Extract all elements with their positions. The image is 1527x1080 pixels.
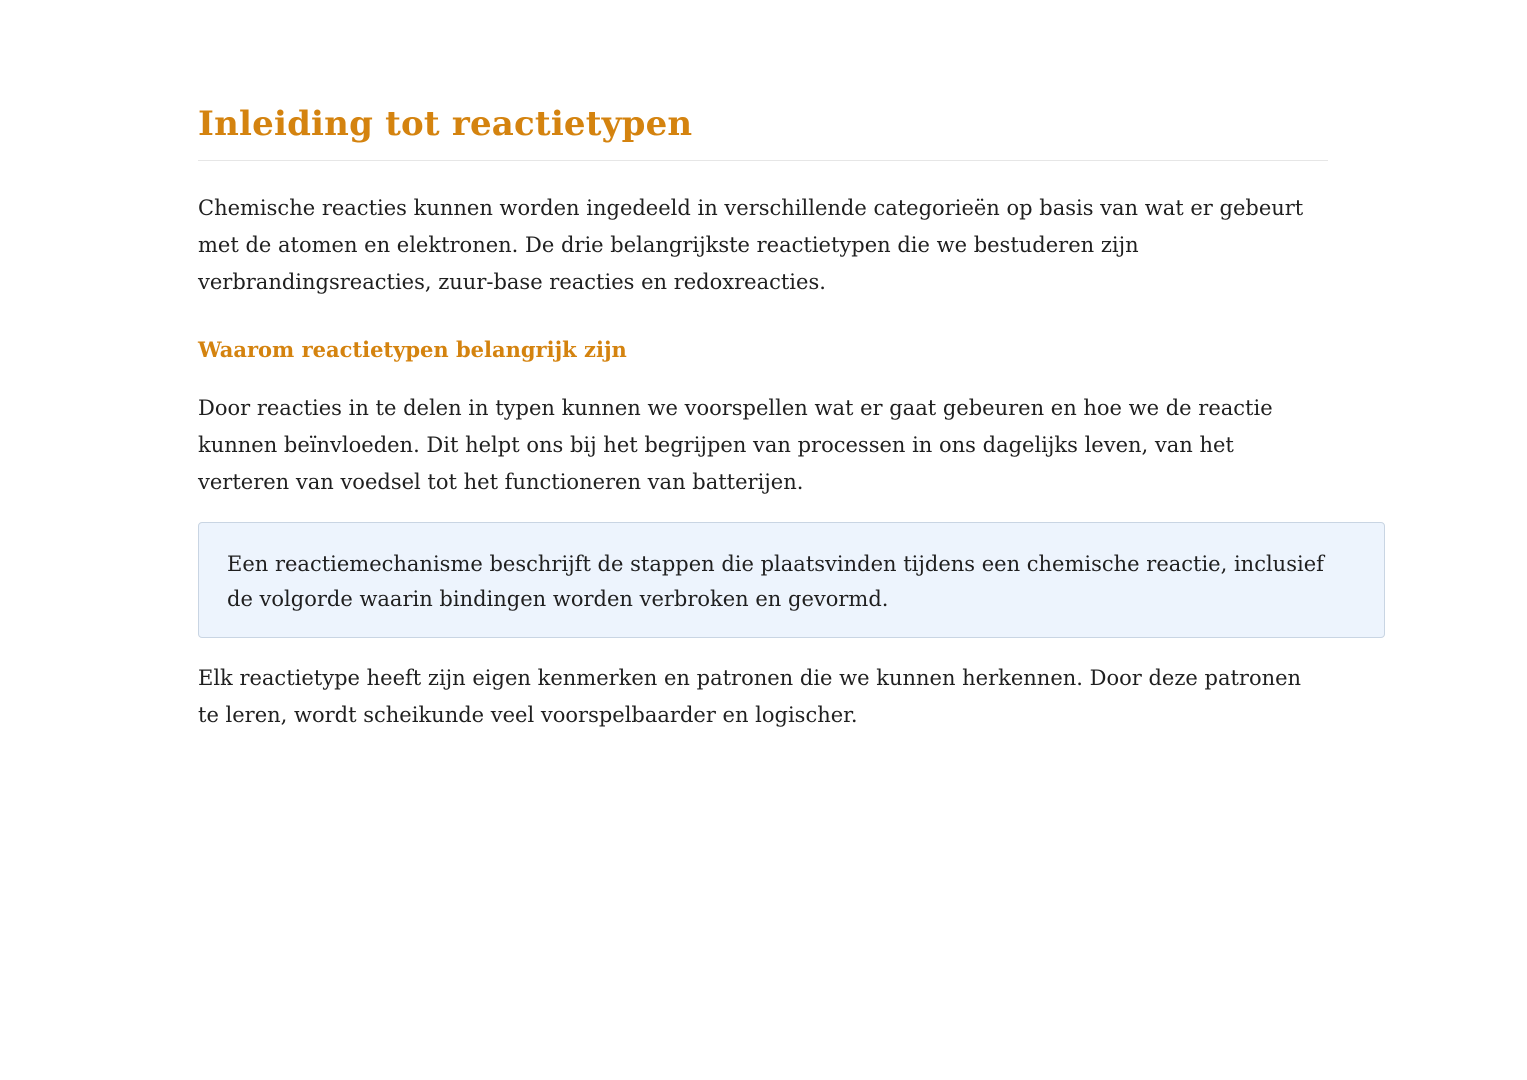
section-heading: Waarom reactietypen belangrijk zijn [198, 337, 627, 362]
section-paragraph: Door reacties in te delen in typen kunnen we voorspellen wat er gaat gebeuren en hoe we de reactie kunnen beïnvloeden. Dit helpt ons bij het begrijpen van processen in ons dagelijks leven, van het verteren van voedsel tot het functioneren van batterijen. [198, 396, 1273, 494]
title-divider [198, 160, 1328, 161]
intro-paragraph: Chemische reacties kunnen worden ingedeeld in verschillende categorieën op basis van wat er gebeurt met de atomen en elektronen. De drie belangrijkste reactietypen die we bestuderen zijn verbrandingsreacties, zuur-base reacties en redoxreacties. [198, 196, 1304, 294]
page-title: Inleiding tot reactietypen [198, 104, 693, 144]
info-callout [198, 522, 1385, 638]
closing-paragraph: Elk reactietype heeft zijn eigen kenmerken en patronen die we kunnen herkennen. Door deze patronen te leren, wordt scheikunde veel voorspelbaarder en logischer. [198, 666, 1302, 727]
info-callout-text: Een reactiemechanisme beschrijft de stappen die plaatsvinden tijdens een chemische reactie, inclusief de volgorde waarin bindingen worden verbroken en gevormd. [227, 552, 1324, 611]
